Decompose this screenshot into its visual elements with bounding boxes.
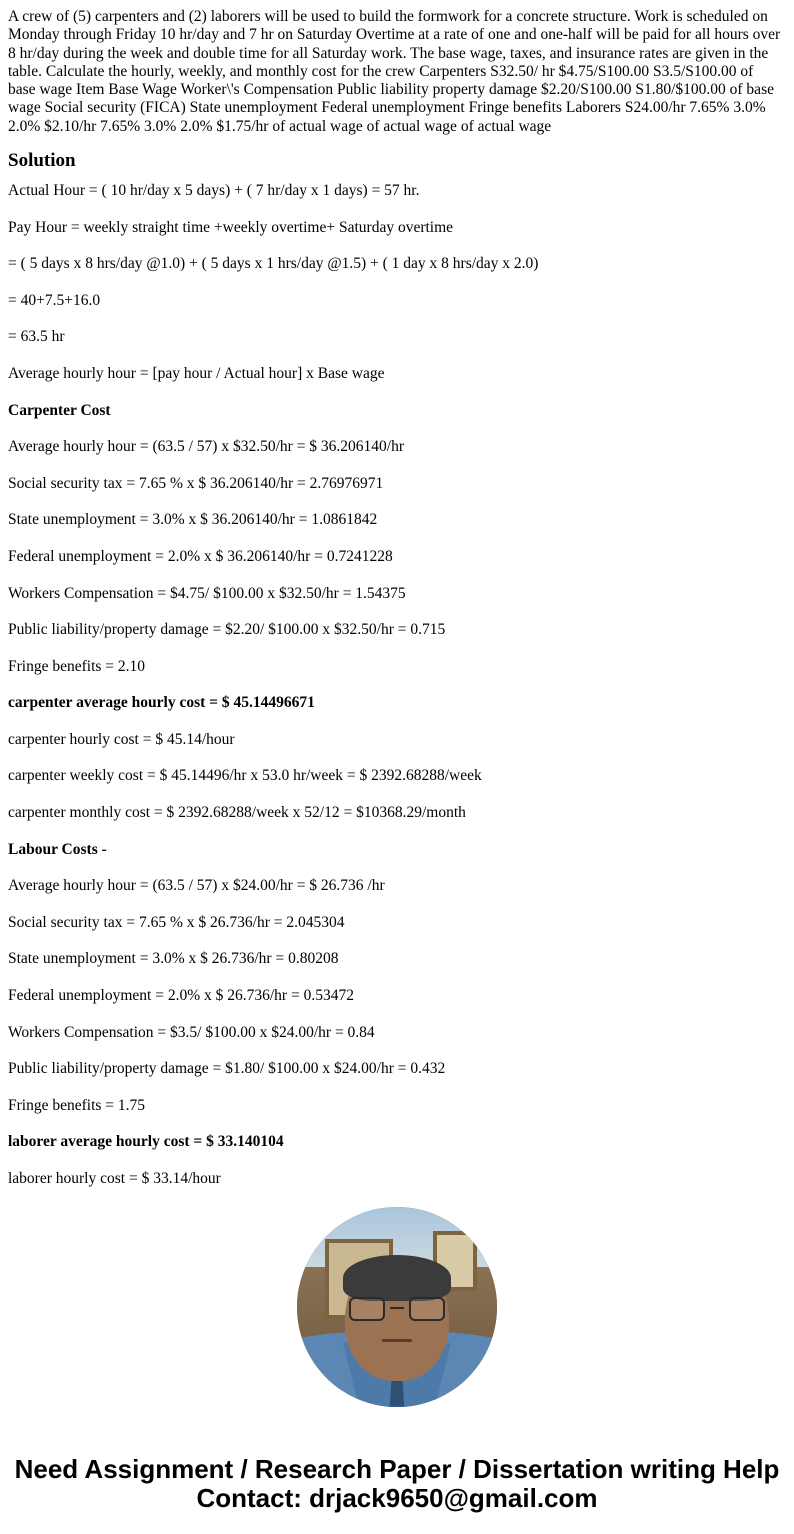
solution-line: Public liability/property damage = $2.20/ $100.00 x $32.50/hr = 0.715 [8, 621, 446, 639]
carpenter-average-hourly-cost: carpenter average hourly cost = $ 45.14496671 [8, 694, 315, 712]
solution-line: Social security tax = 7.65 % x $ 26.736/hr = 2.045304 [8, 913, 345, 931]
footer-line-1: Need Assignment / Research Paper / Dissertation [14, 1453, 624, 1484]
labour-costs-heading: Labour Costs - [8, 840, 107, 858]
solution-line: State unemployment = 3.0% x $ 36.206140/hr = 1.0861842 [8, 511, 378, 529]
glasses-lens-right [409, 1297, 445, 1321]
solution-body [8, 182, 786, 1189]
solution-line: = 40+7.5+16.0 [8, 291, 101, 309]
solution-line: = ( 5 days x 8 hrs/day @1.0) + ( 5 days x 1 hrs/day @1.5) + ( 1 day x 8 hrs/day x 2.0) [8, 255, 539, 273]
solution-line: Average hourly hour = (63.5 / 57) x $24.00/hr = $ 26.736 /hr [8, 877, 385, 895]
solution-line: Fringe benefits = 2.10 [8, 657, 146, 675]
solution-line: carpenter weekly cost = $ 45.14496/hr x 53.0 hr/week = $ 2392.68288/week [8, 767, 482, 785]
solution-line: Average hourly hour = (63.5 / 57) x $32.50/hr = $ 36.206140/hr [8, 438, 405, 456]
carpenter-cost-heading: Carpenter Cost [8, 401, 111, 419]
avatar [297, 1207, 497, 1407]
solution-line: Workers Compensation = $3.5/ $100.00 x $24.00/hr = 0.84 [8, 1023, 375, 1041]
glasses-lens-left [349, 1297, 385, 1321]
solution-line: State unemployment = 3.0% x $ 26.736/hr = 0.80208 [8, 950, 339, 968]
mouth [382, 1339, 412, 1342]
footer-line-2: writing Help [630, 1453, 780, 1484]
solution-line: Pay Hour = weekly straight time +weekly overtime+ Saturday overtime [8, 218, 454, 236]
solution-line: Public liability/property damage = $1.80/ $100.00 x $24.00/hr = 0.432 [8, 1060, 446, 1078]
problem-statement: A crew of (5) carpenters and (2) laborers will be used to build the formwork for a concrete structure. Work is scheduled on Monday through Friday 10 hr/day and 7 hr on Saturday Overtime at a rate of one and one-half will be paid for all hours over 8 hr/day during the week and double time for all Saturday work. The base wage, taxes, and insurance rates are given in the table. Calculate the hourly, weekly, and monthly cost for the crew Carpenters S32.50/ hr $4.75/S100.00 S3.5/S100.00 of base wage Item Base Wage Worker\'s Compensation Public liability property damage $2.20/S100.00 S1.80/$100.00 of base wage Social security (FICA) State unemployment Federal unemployment Fringe benefits Laborers S24.00/hr 7.65% 3.0% 2.0% $2.10/hr 7.65% 3.0% 2.0% $1.75/hr of actual wage of actual wage of actual wage [8, 8, 781, 135]
glasses-bridge [390, 1307, 404, 1309]
solution-line: Fringe benefits = 1.75 [8, 1096, 146, 1114]
laborer-average-hourly-cost: laborer average hourly cost = $ 33.140104 [8, 1133, 284, 1151]
solution-line: Average hourly hour = [pay hour / Actual hour] x Base wage [8, 364, 385, 382]
author-photo-container [0, 1207, 794, 1407]
solution-line: Federal unemployment = 2.0% x $ 36.206140/hr = 0.7241228 [8, 547, 393, 565]
hair [343, 1255, 451, 1301]
solution-line: carpenter hourly cost = $ 45.14/hour [8, 730, 235, 748]
solution-line: = 63.5 hr [8, 328, 65, 346]
solution-line: Actual Hour = ( 10 hr/day x 5 days) + ( 7 hr/day x 1 days) = 57 hr. [8, 181, 420, 199]
solution-line: Social security tax = 7.65 % x $ 36.206140/hr = 2.76976971 [8, 474, 384, 492]
solution-line: carpenter monthly cost = $ 2392.68288/week x 52/12 = $10368.29/month [8, 804, 466, 822]
solution-line: laborer hourly cost = $ 33.14/hour [8, 1170, 221, 1187]
solution-line: Federal unemployment = 2.0% x $ 26.736/hr = 0.53472 [8, 987, 354, 1005]
solution-line: Workers Compensation = $4.75/ $100.00 x $32.50/hr = 1.54375 [8, 584, 406, 602]
footer-promo [0, 1455, 794, 1534]
solution-heading: Solution [8, 149, 76, 171]
footer-contact: Contact: drjack9650@gmail.com [196, 1483, 598, 1514]
